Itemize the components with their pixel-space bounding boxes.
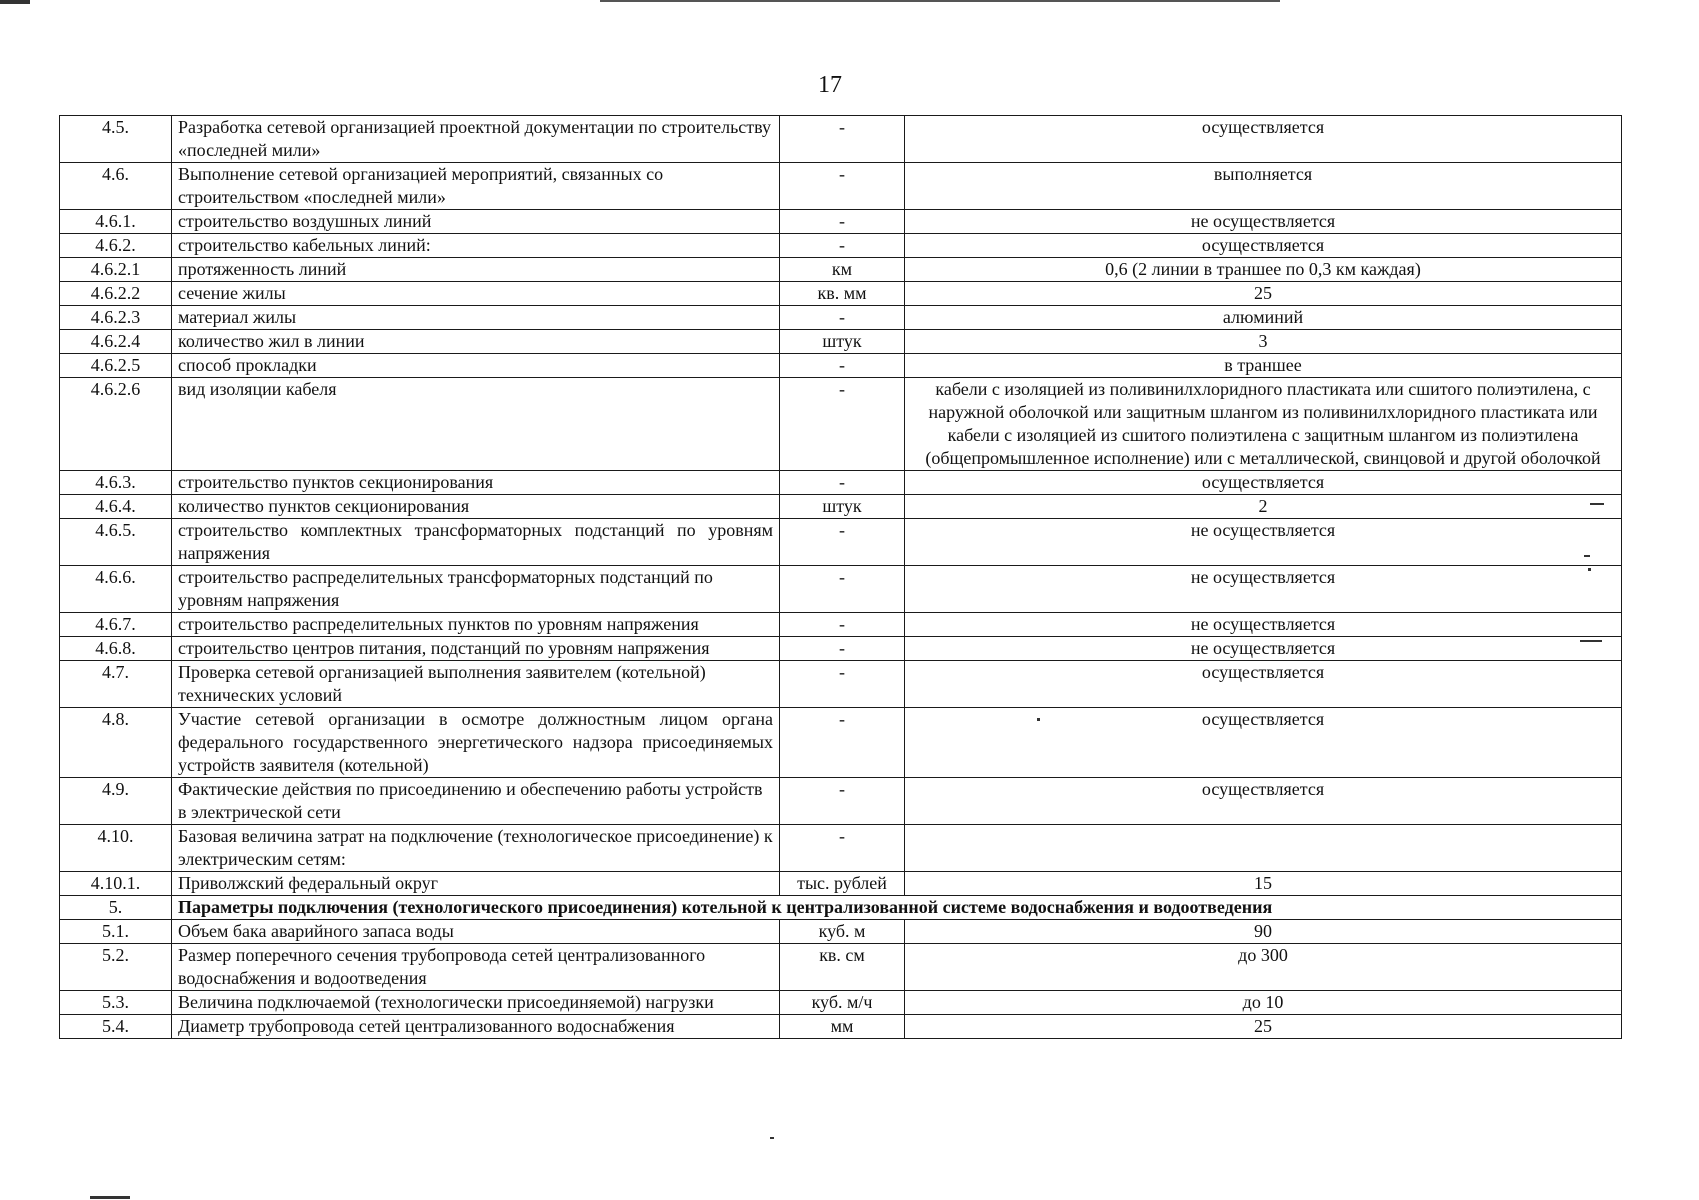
parameter-value: не осуществляется <box>905 210 1622 234</box>
parameter-value: не осуществляется <box>905 566 1622 613</box>
parameter-value: 3 <box>905 330 1622 354</box>
parameter-value: 0,6 (2 линии в траншее по 0,3 км каждая) <box>905 258 1622 282</box>
unit-of-measure: - <box>780 306 905 330</box>
scan-speck <box>770 1137 774 1139</box>
scan-top-rule <box>600 0 1280 2</box>
scan-corner-mark <box>0 0 30 4</box>
scan-bottom-rule <box>90 1196 130 1199</box>
parameter-value: в траншее <box>905 354 1622 378</box>
unit-of-measure: - <box>780 778 905 825</box>
row-number: 4.6.6. <box>60 566 172 613</box>
scan-speck <box>1580 640 1602 642</box>
unit-of-measure: штук <box>780 495 905 519</box>
parameter-name: количество пунктов секционирования <box>172 495 780 519</box>
parameter-value: алюминий <box>905 306 1622 330</box>
row-number: 4.6.2.1 <box>60 258 172 282</box>
row-number: 4.6.1. <box>60 210 172 234</box>
unit-of-measure: - <box>780 613 905 637</box>
scan-speck <box>1037 718 1040 721</box>
parameter-name: количество жил в линии <box>172 330 780 354</box>
parameter-name: Выполнение сетевой организацией мероприятий, связанных со строительством «последней мили» <box>172 163 780 210</box>
unit-of-measure: куб. м <box>780 920 905 944</box>
unit-of-measure: - <box>780 210 905 234</box>
parameter-value: не осуществляется <box>905 613 1622 637</box>
unit-of-measure: - <box>780 708 905 778</box>
row-number: 4.10. <box>60 825 172 872</box>
parameter-value: 15 <box>905 872 1622 896</box>
parameter-value: осуществляется <box>905 778 1622 825</box>
table-row <box>60 825 1622 872</box>
row-number: 4.7. <box>60 661 172 708</box>
row-number: 4.6.5. <box>60 519 172 566</box>
parameter-value: осуществляется <box>905 661 1622 708</box>
unit-of-measure: - <box>780 637 905 661</box>
table-row <box>60 258 1622 282</box>
unit-of-measure: - <box>780 234 905 258</box>
parameter-value: не осуществляется <box>905 637 1622 661</box>
parameter-name: протяженность линий <box>172 258 780 282</box>
parameter-name: способ прокладки <box>172 354 780 378</box>
row-number: 4.6.2.4 <box>60 330 172 354</box>
parameter-value: 25 <box>905 282 1622 306</box>
parameter-name: строительство кабельных линий: <box>172 234 780 258</box>
unit-of-measure: кв. см <box>780 944 905 991</box>
parameter-value: осуществляется <box>905 116 1622 163</box>
table-body <box>60 116 1622 1039</box>
parameter-name: Фактические действия по присоединению и обеспечению работы устройств в электрической сети <box>172 778 780 825</box>
table-row <box>60 330 1622 354</box>
parameter-name: строительство комплектных трансформаторных подстанций по уровням напряжения <box>172 519 780 566</box>
unit-of-measure: - <box>780 354 905 378</box>
parameter-name: сечение жилы <box>172 282 780 306</box>
row-number: 4.6.2.2 <box>60 282 172 306</box>
table-row <box>60 708 1622 778</box>
unit-of-measure: - <box>780 566 905 613</box>
parameter-name: строительство центров питания, подстанций по уровням напряжения <box>172 637 780 661</box>
row-number: 4.9. <box>60 778 172 825</box>
parameter-name: Величина подключаемой (технологически присоединяемой) нагрузки <box>172 991 780 1015</box>
unit-of-measure: - <box>780 163 905 210</box>
unit-of-measure: - <box>780 825 905 872</box>
parameter-name: вид изоляции кабеля <box>172 378 780 471</box>
row-number: 4.6.2.6 <box>60 378 172 471</box>
row-number: 4.10.1. <box>60 872 172 896</box>
table-row <box>60 661 1622 708</box>
unit-of-measure: мм <box>780 1015 905 1039</box>
parameter-name: Участие сетевой организации в осмотре должностным лицом органа федерального государственного энергетического надзора присоединяемых устройств заявителя (котельной) <box>172 708 780 778</box>
unit-of-measure: - <box>780 116 905 163</box>
row-number: 5. <box>60 896 172 920</box>
parameter-name: Проверка сетевой организацией выполнения заявителем (котельной) технических условий <box>172 661 780 708</box>
parameter-value: не осуществляется <box>905 519 1622 566</box>
unit-of-measure: штук <box>780 330 905 354</box>
unit-of-measure: куб. м/ч <box>780 991 905 1015</box>
section-row <box>60 896 1622 920</box>
unit-of-measure: кв. мм <box>780 282 905 306</box>
parameter-name: строительство распределительных пунктов по уровням напряжения <box>172 613 780 637</box>
table-row <box>60 282 1622 306</box>
unit-of-measure: км <box>780 258 905 282</box>
row-number: 4.6.8. <box>60 637 172 661</box>
table-row <box>60 944 1622 991</box>
table-row <box>60 991 1622 1015</box>
row-number: 4.5. <box>60 116 172 163</box>
scan-speck <box>1584 555 1590 557</box>
parameter-name: Приволжский федеральный округ <box>172 872 780 896</box>
row-number: 4.8. <box>60 708 172 778</box>
unit-of-measure: тыс. рублей <box>780 872 905 896</box>
row-number: 5.4. <box>60 1015 172 1039</box>
table-row <box>60 778 1622 825</box>
scan-speck <box>1590 503 1604 505</box>
parameter-value: 2 <box>905 495 1622 519</box>
table-row <box>60 163 1622 210</box>
parameter-name: Диаметр трубопровода сетей централизованного водоснабжения <box>172 1015 780 1039</box>
table-row <box>60 613 1622 637</box>
parameter-name: строительство пунктов секционирования <box>172 471 780 495</box>
table-row <box>60 920 1622 944</box>
table-row <box>60 354 1622 378</box>
parameter-name: Базовая величина затрат на подключение (технологическое присоединение) к электрическим сетям: <box>172 825 780 872</box>
unit-of-measure: - <box>780 471 905 495</box>
unit-of-measure: - <box>780 378 905 471</box>
parameter-value <box>905 825 1622 872</box>
parameter-name: материал жилы <box>172 306 780 330</box>
table-row <box>60 637 1622 661</box>
table-row <box>60 1015 1622 1039</box>
section-title: Параметры подключения (технологического присоединения) котельной к централизованной системе водоснабжения и водоотведения <box>172 896 1622 920</box>
row-number: 5.1. <box>60 920 172 944</box>
parameter-value: осуществляется <box>905 471 1622 495</box>
page-number: 17 <box>818 72 842 98</box>
table-row <box>60 495 1622 519</box>
table-row <box>60 872 1622 896</box>
parameter-name: Разработка сетевой организацией проектной документации по строительству «последней мили» <box>172 116 780 163</box>
parameter-value: до 300 <box>905 944 1622 991</box>
table-row <box>60 234 1622 258</box>
row-number: 4.6.2.5 <box>60 354 172 378</box>
table-row <box>60 519 1622 566</box>
parameter-name: строительство распределительных трансформаторных подстанций по уровням напряжения <box>172 566 780 613</box>
row-number: 5.2. <box>60 944 172 991</box>
row-number: 5.3. <box>60 991 172 1015</box>
table-row <box>60 116 1622 163</box>
row-number: 4.6.2. <box>60 234 172 258</box>
parameter-value: до 10 <box>905 991 1622 1015</box>
row-number: 4.6.4. <box>60 495 172 519</box>
table-row <box>60 566 1622 613</box>
parameter-value: кабели с изоляцией из поливинилхлоридного пластиката или сшитого полиэтилена, с наружной оболочкой или защитным шлангом из поливинилхлоридного пластиката или кабели с изоляцией из сшитого полиэтилена с защитным шлангом из полиэтилена (общепромышленное исполнение) или с металлической, свинцовой и другой оболочкой <box>905 378 1622 471</box>
row-number: 4.6. <box>60 163 172 210</box>
parameters-table <box>59 115 1622 1039</box>
parameter-value: осуществляется <box>905 708 1622 778</box>
unit-of-measure: - <box>780 661 905 708</box>
parameter-value: осуществляется <box>905 234 1622 258</box>
parameter-name: строительство воздушных линий <box>172 210 780 234</box>
unit-of-measure: - <box>780 519 905 566</box>
table-row <box>60 306 1622 330</box>
table-row <box>60 210 1622 234</box>
row-number: 4.6.7. <box>60 613 172 637</box>
parameter-value: 90 <box>905 920 1622 944</box>
parameter-value: 25 <box>905 1015 1622 1039</box>
row-number: 4.6.2.3 <box>60 306 172 330</box>
table-row <box>60 471 1622 495</box>
scan-speck <box>1588 568 1591 571</box>
parameter-value: выполняется <box>905 163 1622 210</box>
table-row <box>60 378 1622 471</box>
row-number: 4.6.3. <box>60 471 172 495</box>
parameter-name: Размер поперечного сечения трубопровода сетей централизованного водоснабжения и водоотведения <box>172 944 780 991</box>
parameter-name: Объем бака аварийного запаса воды <box>172 920 780 944</box>
